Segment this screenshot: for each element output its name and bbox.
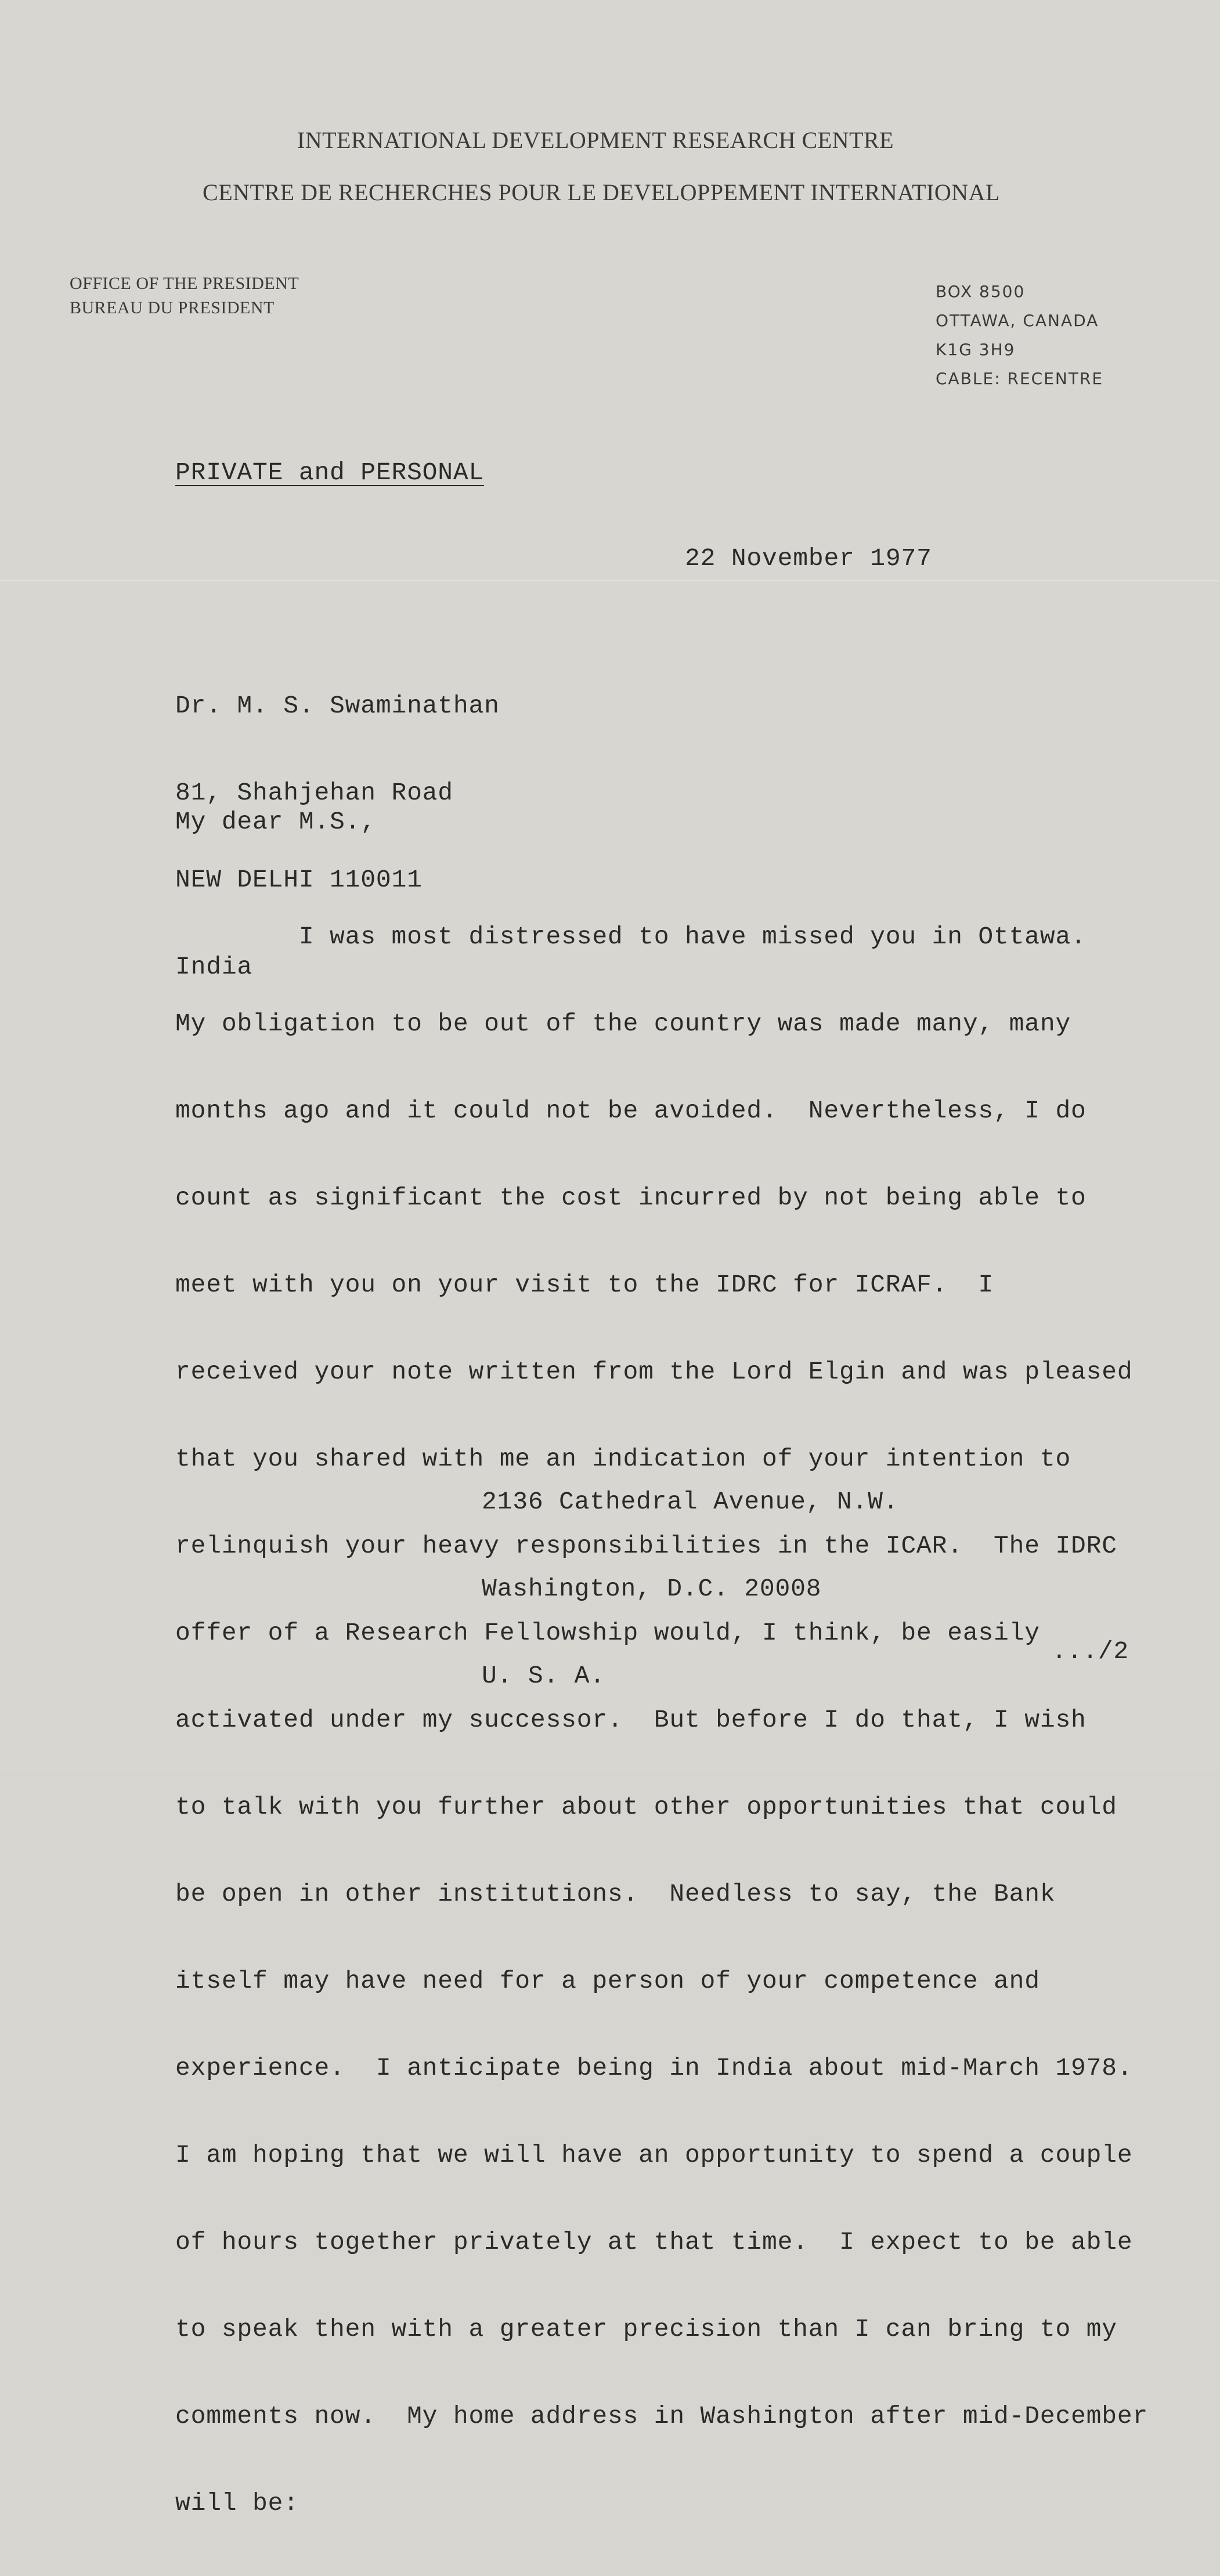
body-line: offer of a Research Fellowship would, I think, be easily	[175, 1619, 1040, 1647]
org-name-english: INTERNATIONAL DEVELOPMENT RESEARCH CENTRE	[297, 127, 894, 153]
address-line: BOX 8500	[936, 282, 1026, 301]
body-line: received your note written from the Lord Elgin and was pleased	[175, 1358, 1133, 1386]
body-line: relinquish your heavy responsibilities in the ICAR. The IDRC	[175, 1532, 1117, 1560]
recipient-line: NEW DELHI 110011	[175, 866, 423, 894]
body-line: meet with you on your visit to the IDRC for ICRAF. I	[175, 1271, 994, 1299]
body-line: to speak then with a greater precision than I can bring to my	[175, 2315, 1117, 2343]
private-personal-marking: PRIVATE and PERSONAL	[175, 458, 485, 487]
home-address-line: U. S. A.	[482, 1662, 605, 1690]
address-line: OTTAWA, CANADA	[936, 311, 1099, 330]
body-line: activated under my successor. But before I do that, I wish	[175, 1706, 1087, 1734]
home-address	[482, 1430, 898, 1749]
body-line: itself may have need for a person of your competence and	[175, 1967, 1040, 1995]
body-line: My obligation to be out of the country was made many, many	[175, 1010, 1071, 1038]
body-line: I was most distressed to have missed you in Ottawa.	[175, 922, 1087, 951]
body-line: to talk with you further about other opportunities that could	[175, 1793, 1117, 1821]
address-line: K1G 3H9	[936, 340, 1016, 359]
body-line: experience. I anticipate being in India about mid-March 1978.	[175, 2054, 1133, 2082]
office-french: BUREAU DU PRESIDENT	[70, 298, 275, 317]
recipient-line: Dr. M. S. Swaminathan	[175, 692, 500, 720]
recipient-line: 81, Shahjehan Road	[175, 779, 453, 807]
body-line: of hours together privately at that time. I expect to be able	[175, 2228, 1133, 2256]
office-of-president	[70, 272, 299, 320]
body-line: will be:	[175, 2489, 299, 2517]
recipient-line: India	[175, 953, 253, 981]
home-address-line: Washington, D.C. 20008	[482, 1575, 822, 1603]
org-name-french: CENTRE DE RECHERCHES POUR LE DEVELOPPEMENT INTERNATIONAL	[203, 179, 1000, 205]
org-address	[936, 277, 1103, 393]
address-line: CABLE: RECENTRE	[936, 369, 1104, 388]
office-english: OFFICE OF THE PRESIDENT	[70, 274, 299, 293]
continuation-marker: .../2	[1052, 1637, 1129, 1666]
body-line: that you shared with me an indication of your intention to	[175, 1445, 1071, 1473]
body-line: be open in other institutions. Needless to say, the Bank	[175, 1880, 1056, 1908]
body-line: comments now. My home address in Washington after mid-December	[175, 2402, 1149, 2430]
body-line: count as significant the cost incurred by not being able to	[175, 1184, 1087, 1212]
salutation: My dear M.S.,	[175, 808, 376, 836]
home-address-line: 2136 Cathedral Avenue, N.W.	[482, 1488, 899, 1516]
body-line: I am hoping that we will have an opportunity to spend a couple	[175, 2141, 1133, 2169]
body-line: months ago and it could not be avoided. Nevertheless, I do	[175, 1097, 1087, 1125]
letter-date: 22 November 1977	[685, 544, 932, 573]
